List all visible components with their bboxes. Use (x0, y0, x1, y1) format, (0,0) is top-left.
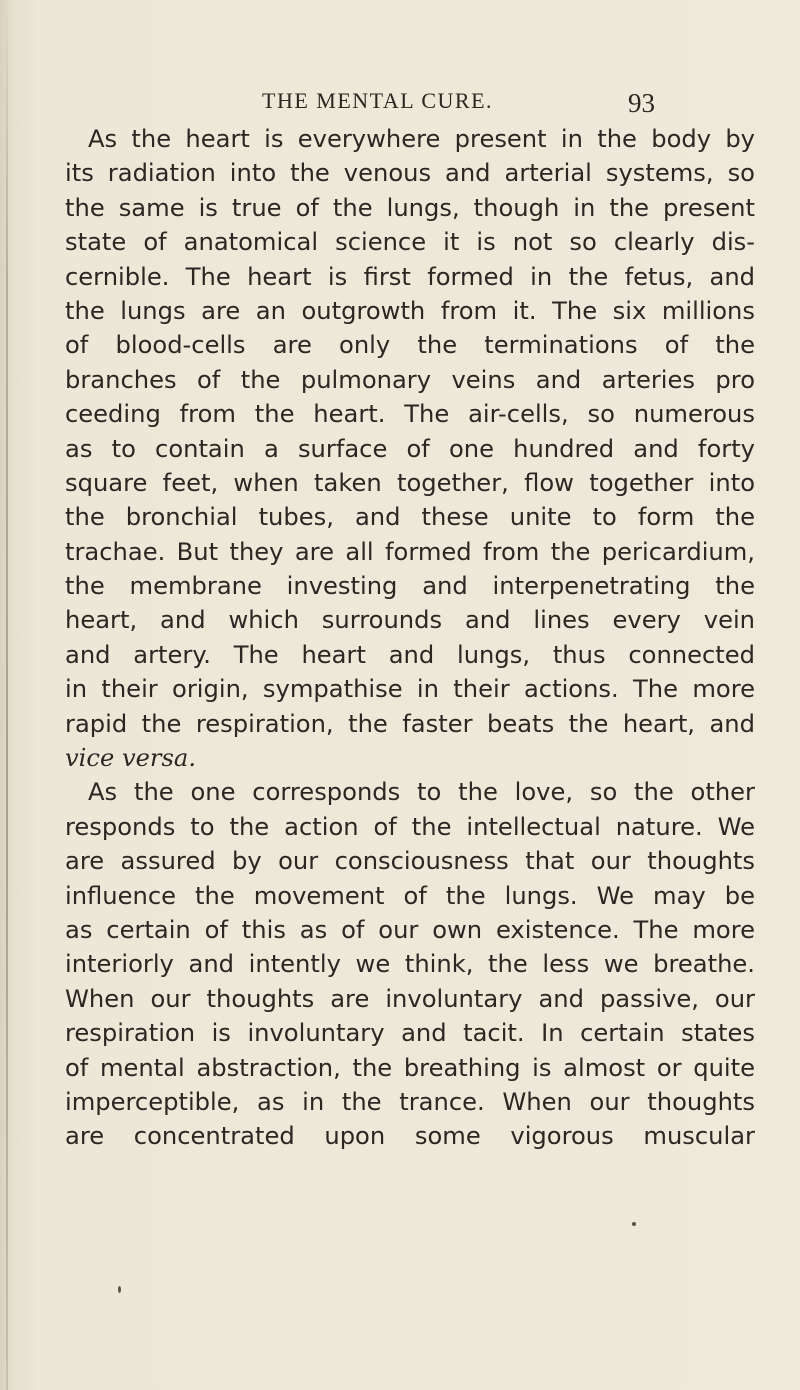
text-line: are concentrated upon some vigorous muscular (65, 1122, 755, 1151)
text-line: are assured by our consciousness that our thoughts (65, 847, 755, 876)
page-number: 93 (628, 88, 655, 118)
text-line: rapid the respiration, the faster beats the heart, and (65, 709, 755, 738)
text-line: the same is true of the lungs, though in the present (65, 193, 755, 222)
body-text (65, 122, 755, 1154)
text-line: of blood-cells are only the terminations of the (65, 331, 755, 360)
running-title: THE MENTAL CURE. (262, 88, 494, 113)
text-line: branches of the pulmonary veins and arteries pro (65, 365, 755, 394)
text-line: state of anatomical science it is not so clearly dis- (65, 228, 755, 257)
text-line: respiration is involuntary and tacit. In certain states (65, 1019, 755, 1048)
text-line: as to contain a surface of one hundred and forty (65, 434, 755, 463)
text-line: the lungs are an outgrowth from it. The six millions (65, 296, 755, 325)
text-line: and artery. The heart and lungs, thus connected (65, 640, 755, 669)
text-line: of mental abstraction, the breathing is almost or quite (65, 1053, 755, 1082)
text-line: its radiation into the venous and arterial systems, so (65, 159, 755, 188)
text-line: responds to the action of the intellectual nature. We (65, 812, 755, 841)
text-line: As the one corresponds to the love, so the other (88, 778, 755, 807)
text-line: cernible. The heart is first formed in the fetus, and (65, 262, 755, 291)
text-line: When our thoughts are involuntary and passive, our (65, 984, 755, 1013)
text-line: as certain of this as of our own existence. The more (65, 915, 755, 944)
paragraph-2 (65, 775, 755, 1153)
ink-speck (632, 1222, 636, 1226)
text-line: As the heart is everywhere present in the body by (88, 125, 755, 153)
paragraph-1 (65, 122, 755, 775)
text-line: interiorly and intently we think, the less we breathe. (65, 950, 755, 979)
page-gutter (6, 0, 8, 1390)
ink-speck (118, 1286, 121, 1293)
text-line: the membrane investing and interpenetrating the (65, 572, 755, 601)
text-line-italic: vice versa. (65, 744, 197, 773)
text-line: ceeding from the heart. The air-cells, so numerous (65, 400, 755, 429)
text-line: the bronchial tubes, and these unite to form the (65, 503, 755, 532)
text-line: in their origin, sympathise in their actions. The more (65, 675, 755, 704)
text-line: square feet, when taken together, flow together into (65, 468, 755, 497)
text-line: heart, and which surrounds and lines every vein (65, 606, 755, 635)
running-head (0, 88, 800, 118)
text-line: trachae. But they are all formed from the pericardium, (65, 537, 755, 566)
text-line: influence the movement of the lungs. We may be (65, 881, 755, 910)
text-line: imperceptible, as in the trance. When our thoughts (65, 1087, 755, 1116)
